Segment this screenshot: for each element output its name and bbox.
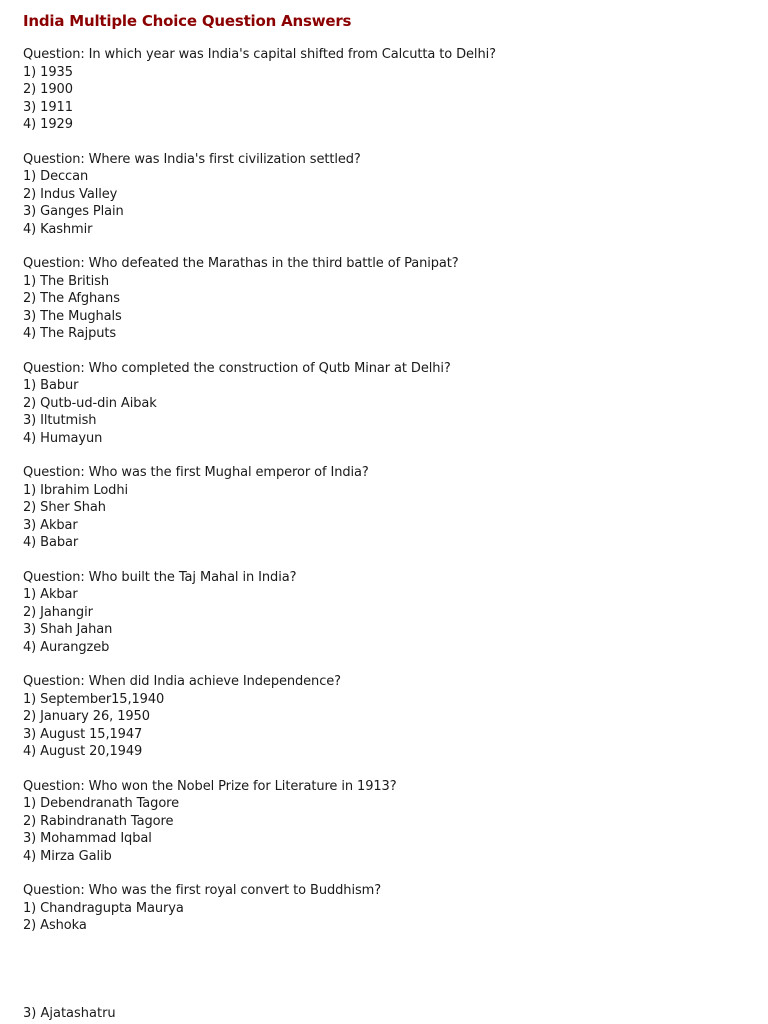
question-block	[23, 882, 743, 935]
option-item: 2) Jahangir	[23, 604, 93, 620]
option-item: 2) Rabindranath Tagore	[23, 813, 174, 829]
question-text: Question: Who built the Taj Mahal in India?	[23, 569, 297, 585]
option-item: 2) January 26, 1950	[23, 709, 150, 724]
question-block	[23, 673, 743, 761]
question-text: Question: Where was India's first civilization settled?	[23, 151, 361, 167]
question-block	[23, 46, 743, 134]
option-item: 3) August 15,1947	[23, 726, 143, 742]
option-item: 4) Kashmir	[23, 221, 93, 237]
option-item: 2) Qutb-ud-din Aibak	[23, 395, 157, 411]
question-text: Question: Who completed the construction of Qutb Minar at Delhi?	[23, 360, 451, 376]
question-block	[23, 569, 743, 657]
option-item: 1) Deccan	[23, 169, 89, 184]
option-item: 1) Debendranath Tagore	[23, 796, 180, 811]
option-item: 4) Babar	[23, 535, 79, 550]
option-item: 3) The Mughals	[23, 308, 122, 324]
option-item: 2) Ashoka	[23, 918, 87, 933]
question-block	[23, 151, 743, 239]
document-page	[23, 10, 743, 952]
option-item: 1) Babur	[23, 378, 79, 393]
question-text: Question: In which year was India's capital shifted from Calcutta to Delhi?	[23, 47, 496, 62]
option-item: 3) Mohammad Iqbal	[23, 831, 152, 846]
option-item: 3) Shah Jahan	[23, 622, 113, 637]
option-item: 2) 1900	[23, 82, 73, 97]
option-item: 1) Chandragupta Maurya	[23, 900, 184, 916]
question-text: Question: When did India achieve Independence?	[23, 674, 341, 689]
question-block	[23, 360, 743, 448]
option-item: 4) The Rajputs	[23, 326, 117, 341]
question-text: Question: Who was the first Mughal emperor of India?	[23, 465, 369, 480]
option-item: 4) 1929	[23, 117, 73, 132]
question-block	[23, 255, 743, 343]
question-block	[23, 464, 743, 552]
option-item: 3) Ajatashatru	[23, 1006, 116, 1021]
option-item: 2) Sher Shah	[23, 500, 106, 515]
question-text: Question: Who was the first royal convert to Buddhism?	[23, 883, 381, 898]
option-item: 1) Akbar	[23, 587, 78, 602]
option-item: 3) 1911	[23, 99, 73, 115]
option-item: 1) 1935	[23, 64, 73, 80]
option-item: 1) Ibrahim Lodhi	[23, 482, 128, 498]
option-item: 4) Aurangzeb	[23, 639, 110, 655]
question-text: Question: Who won the Nobel Prize for Literature in 1913?	[23, 778, 397, 794]
option-item: 3) Iltutmish	[23, 413, 97, 428]
option-item: 1) September15,1940	[23, 691, 165, 707]
option-item: 1) The British	[23, 273, 109, 289]
option-item: 2) The Afghans	[23, 291, 120, 306]
option-item: 2) Indus Valley	[23, 186, 118, 202]
question-block	[23, 778, 743, 866]
option-item: 3) Ganges Plain	[23, 204, 124, 219]
option-item: 4) Mirza Galib	[23, 848, 112, 864]
option-item: 3) Akbar	[23, 517, 78, 533]
option-item: 4) August 20,1949	[23, 744, 143, 759]
option-item: 4) Humayun	[23, 430, 103, 446]
document-title: India Multiple Choice Question Answers	[23, 12, 352, 30]
question-text: Question: Who defeated the Marathas in the third battle of Panipat?	[23, 256, 459, 271]
